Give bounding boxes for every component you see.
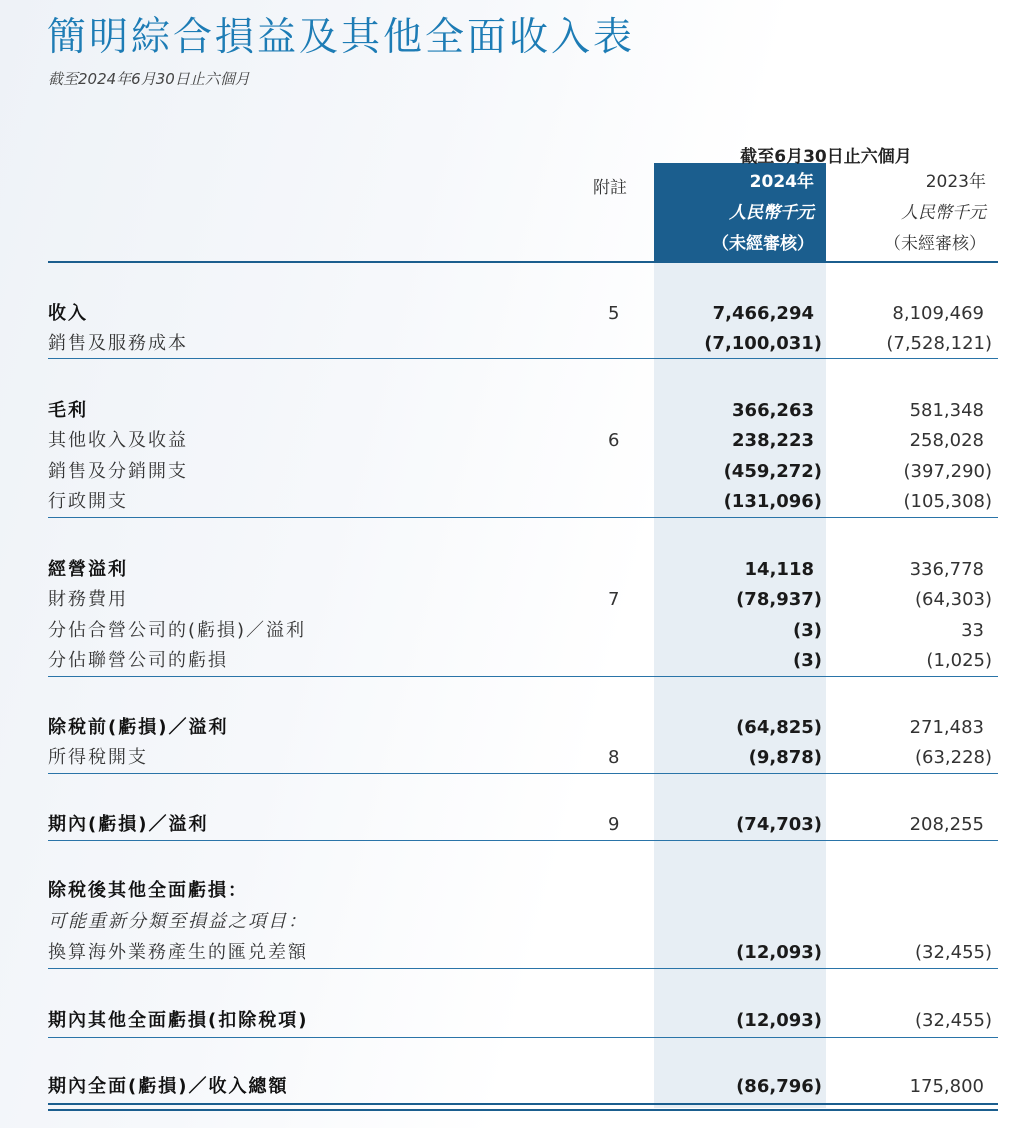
row-value-2023: (64,303) [914, 589, 992, 610]
current-year-heading [654, 167, 814, 260]
row-label: 期內全面(虧損)／收入總額 [48, 1076, 289, 1097]
row-label: 銷售及服務成本 [48, 333, 188, 354]
table-row [48, 426, 998, 456]
row-label: 除稅前(虧損)／溢利 [48, 717, 229, 738]
table-row [48, 646, 998, 676]
table-row [48, 585, 998, 615]
row-note: 8 [608, 747, 620, 768]
row-label: 毛利 [48, 400, 88, 421]
note-column-heading: 附註 [593, 178, 627, 198]
row-value-2024: (131,096) [723, 491, 822, 512]
row-value-2024: (12,093) [736, 942, 822, 963]
total-rule-bottom [48, 1109, 998, 1111]
table-row [48, 713, 998, 743]
row-value-2024: (3) [793, 620, 822, 641]
row-value-2024: 14,118 [744, 559, 814, 580]
row-note: 6 [608, 430, 620, 451]
row-value-2023: 208,255 [909, 814, 984, 835]
row-value-2023: (1,025) [926, 650, 992, 671]
row-value-2024: 238,223 [732, 430, 814, 451]
row-note: 5 [608, 303, 620, 324]
prior-year: 2023年 [925, 172, 986, 192]
row-label: 收入 [48, 303, 88, 324]
table-row [48, 810, 998, 840]
table-row [48, 938, 998, 968]
row-value-2024: (74,703) [736, 814, 822, 835]
table-row [48, 1072, 998, 1102]
row-label: 所得稅開支 [48, 747, 148, 768]
row-value-2024: (459,272) [723, 461, 822, 482]
table-row [48, 299, 998, 329]
row-value-2024: 7,466,294 [712, 303, 814, 324]
period-heading: 截至6月30日止六個月 [740, 147, 912, 167]
section-rule [48, 358, 998, 359]
table-row [48, 396, 998, 426]
row-value-2024: (64,825) [736, 717, 822, 738]
row-value-2023: 8,109,469 [892, 303, 984, 324]
row-label: 其他收入及收益 [48, 430, 188, 451]
row-value-2023: 271,483 [909, 717, 984, 738]
prior-audit: （未經審核） [884, 234, 986, 254]
row-value-2024: (12,093) [736, 1010, 822, 1031]
row-label: 期內(虧損)／溢利 [48, 814, 209, 835]
row-label: 行政開支 [48, 491, 128, 512]
row-label: 除稅後其他全面虧損： [48, 880, 248, 901]
current-audit: （未經審核） [712, 234, 814, 254]
row-value-2024: (86,796) [736, 1076, 822, 1097]
row-value-2024: (7,100,031) [704, 333, 822, 354]
section-rule [48, 517, 998, 518]
row-value-2024: (3) [793, 650, 822, 671]
table-row [48, 907, 998, 937]
table-row [48, 616, 998, 646]
row-value-2024: (9,878) [748, 747, 822, 768]
prior-unit: 人民幣千元 [901, 203, 986, 223]
row-note: 7 [608, 589, 620, 610]
table-row [48, 457, 998, 487]
row-note: 9 [608, 814, 620, 835]
row-value-2023: 581,348 [909, 400, 984, 421]
page-subtitle: 截至2024年6月30日止六個月 [48, 70, 250, 88]
row-label: 可能重新分類至損益之項目： [48, 911, 308, 932]
row-value-2023: 33 [961, 620, 984, 641]
table-row [48, 1006, 998, 1036]
section-rule [48, 676, 998, 677]
row-label: 分佔合營公司的(虧損)／溢利 [48, 620, 307, 641]
current-unit: 人民幣千元 [729, 203, 814, 223]
row-label: 換算海外業務產生的匯兑差額 [48, 942, 308, 963]
table-row [48, 487, 998, 517]
row-label: 銷售及分銷開支 [48, 461, 188, 482]
table-row [48, 876, 998, 906]
table-row [48, 555, 998, 585]
row-value-2023: (7,528,121) [886, 333, 992, 354]
section-rule [48, 968, 998, 969]
table-row [48, 743, 998, 773]
section-rule [48, 1037, 998, 1038]
table-row [48, 329, 998, 359]
row-value-2023: (105,308) [903, 491, 992, 512]
row-value-2023: (397,290) [903, 461, 992, 482]
current-year: 2024年 [749, 172, 814, 192]
prior-year-heading [826, 167, 986, 260]
row-label: 分佔聯營公司的虧損 [48, 650, 228, 671]
row-value-2023: (32,455) [914, 1010, 992, 1031]
page-title: 簡明綜合損益及其他全面收入表 [47, 15, 636, 60]
section-rule [48, 773, 998, 774]
row-value-2024: (78,937) [736, 589, 822, 610]
row-value-2024: 366,263 [732, 400, 814, 421]
row-label: 期內其他全面虧損(扣除稅項) [48, 1010, 309, 1031]
total-rule-top [48, 1103, 998, 1105]
section-rule [48, 840, 998, 841]
row-value-2023: 336,778 [909, 559, 984, 580]
row-value-2023: 175,800 [909, 1076, 984, 1097]
row-label: 經營溢利 [48, 559, 128, 580]
row-value-2023: 258,028 [909, 430, 984, 451]
row-value-2023: (32,455) [914, 942, 992, 963]
row-label: 財務費用 [48, 589, 128, 610]
header-rule [48, 261, 998, 263]
row-value-2023: (63,228) [914, 747, 992, 768]
